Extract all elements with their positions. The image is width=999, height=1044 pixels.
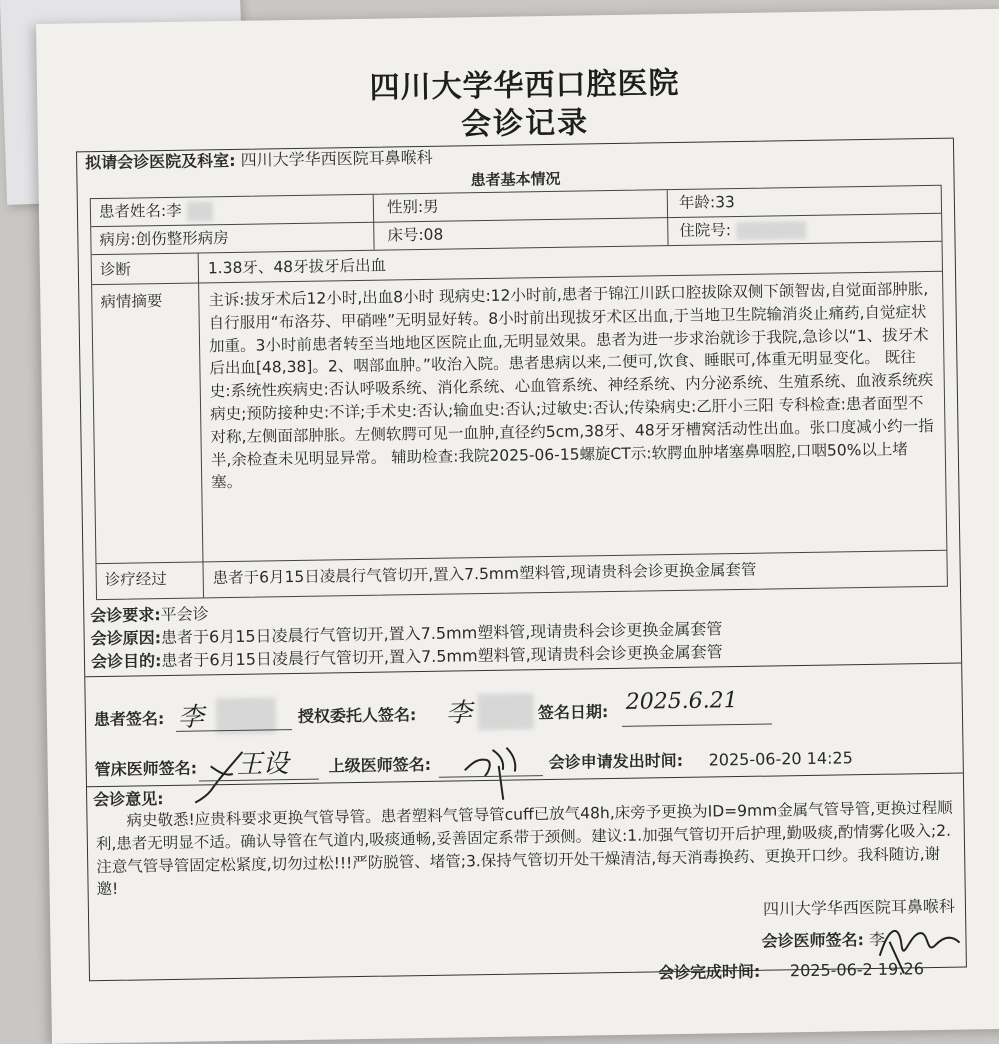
requirement-row — [90, 602, 209, 628]
senior-label: 上级医师签名: — [328, 754, 432, 776]
bed-cell — [387, 222, 443, 249]
consult-doc-name: 李 — [868, 929, 886, 950]
ward-value: 创伤整形病房 — [135, 229, 229, 249]
ward-label: 病房: — [99, 230, 136, 250]
treatment-value: 患者于6月15日凌晨行气管切开,置入7.5mm塑料管,现请贵科会诊更换金属套管 — [212, 560, 757, 588]
admission-label: 住院号: — [679, 221, 732, 240]
divider — [198, 253, 204, 597]
record-frame — [76, 138, 967, 982]
diagnosis-label: 诊断 — [99, 260, 132, 280]
hospital-name: 四川大学华西口腔医院 — [369, 65, 680, 106]
requirement-label: 会诊要求: — [90, 605, 161, 626]
name-cell — [99, 197, 213, 225]
summary-text: 主诉:拔牙术后12小时,出血8小时 现病史:12小时前,患者于锦江川跃口腔拔除双侧下颌智齿,自觉面部肿胀,自行服用“布洛芬、甲硝唑”无明显好转。8小时前出现拔牙术区出血,于当地卫生院输消炎止痛药,自觉症状加重。3小时前患者转至当地地区医院止血,无明显效果。患者为进一步求治就诊于我院,急诊以“1、拔牙术后出血[48,38]。2、咽部血肿。”收治入院。患者患病以来,二便可,饮食、睡眠可,体重无明显变化。 既往史:系统性疾病史:否认呼吸系统、消化系统、心血管系统、神经系统、内分泌系统、生殖系统、血液系统疾病史;预防接种史:不详;手术史:否认;输血史:否认;过敏史:否认;传染病史:乙肝小三阳 专科检查:患者面型不对称,左侧面部肿胀。左侧软腭可见一血肿,直径约5cm,38牙、48牙牙槽窝活动性出血。张口度减小约一指半,余检查未见明显异常。 辅助检查:我院2025-06-15螺旋CT示:软腭血肿堵塞鼻咽腔,口咽50%以上堵塞。 — [208, 280, 934, 492]
consult-doc-row — [761, 928, 885, 954]
reason-value: 患者于6月15日凌晨行气管切开,置入7.5mm塑料管,现请贵科会诊更换金属套管 — [160, 619, 723, 648]
admission-redaction — [736, 220, 806, 239]
complete-time-label: 会诊完成时间: — [657, 961, 761, 983]
attending-label: 管床医师签名: — [94, 758, 198, 780]
request-time-label: 会诊申请发出时间: — [548, 750, 684, 773]
purpose-label: 会诊目的: — [90, 651, 162, 672]
bed-value: 08 — [423, 225, 444, 244]
age-value: 33 — [714, 193, 735, 212]
patient-info-table — [90, 185, 948, 600]
name-label: 患者姓名: — [98, 201, 167, 222]
section-basic-heading: 患者基本情况 — [470, 169, 561, 190]
gender-value: 男 — [423, 197, 439, 216]
age-label: 年龄: — [678, 193, 716, 212]
age-cell — [679, 189, 735, 216]
opinion-text: 病史敬悉!应贵科要求更换气管导管。患者塑料气管导管cuff已放气48h,床旁予更换为ID=9mm金属气管导管,更换过程顺利,患者无明显不适。确认导管在气道内,吸痰通畅,妥善固定系带于颈侧。建议:1.加强气管切开后护理,勤吸痰,酌情雾化吸入;2.注意气管导管固定松紧度,切勿过松!!!严防脱管、堵管;3.保持气管切开处干燥清洁,每天消毒换药、更换开口纱。我科随访,谢邀! — [95, 798, 953, 899]
invite-value: 四川大学华西医院耳鼻喉科 — [240, 147, 433, 170]
request-time: 2025-06-20 14:25 — [708, 748, 853, 770]
diagnosis-value: 1.38牙、48牙拔牙后出血 — [207, 256, 387, 278]
admission-cell — [679, 216, 806, 244]
reason-label: 会诊原因: — [90, 628, 162, 649]
sign-date: 2025.6.21 — [625, 688, 738, 715]
document-title: 会诊记录 — [460, 105, 590, 143]
opinion-dept: 四川大学华西医院耳鼻喉科 — [762, 896, 956, 919]
summary-label: 病情摘要 — [100, 292, 163, 312]
name-redaction — [186, 201, 212, 221]
consultation-record-sheet — [36, 9, 999, 1044]
patient-signature: 李 — [177, 702, 205, 733]
name-value: 李 — [166, 201, 182, 220]
invite-label: 拟请会诊医院及科室: — [85, 150, 236, 173]
ward-cell — [99, 225, 229, 253]
consult-doc-label: 会诊医师签名: — [761, 930, 865, 951]
gender-cell — [387, 194, 439, 221]
gender-label: 性别: — [386, 197, 424, 217]
sign-date-label: 签名日期: — [537, 702, 609, 723]
attending-signature: 王设 — [236, 749, 289, 780]
requirement-value: 平会诊 — [160, 604, 209, 625]
senior-signature-scribble — [458, 735, 529, 806]
proxy-signature: 李 — [445, 698, 473, 729]
proxy-sign-label: 授权委托人签名: — [297, 705, 417, 726]
opinion-label: 会诊意见: — [93, 789, 164, 810]
complete-time: 2025-06-2 19:26 — [789, 959, 925, 981]
treatment-label: 诊疗经过 — [104, 570, 167, 589]
divider — [622, 724, 772, 727]
bed-label: 床号: — [387, 225, 424, 245]
patient-sign-label: 患者签名: — [93, 709, 165, 730]
purpose-value: 患者于6月15日凌晨行气管切开,置入7.5mm塑料管,现请贵科会诊更换金属套管 — [161, 642, 723, 671]
proxy-sign-redaction — [478, 693, 535, 730]
attending-signature-scribble — [190, 746, 251, 807]
